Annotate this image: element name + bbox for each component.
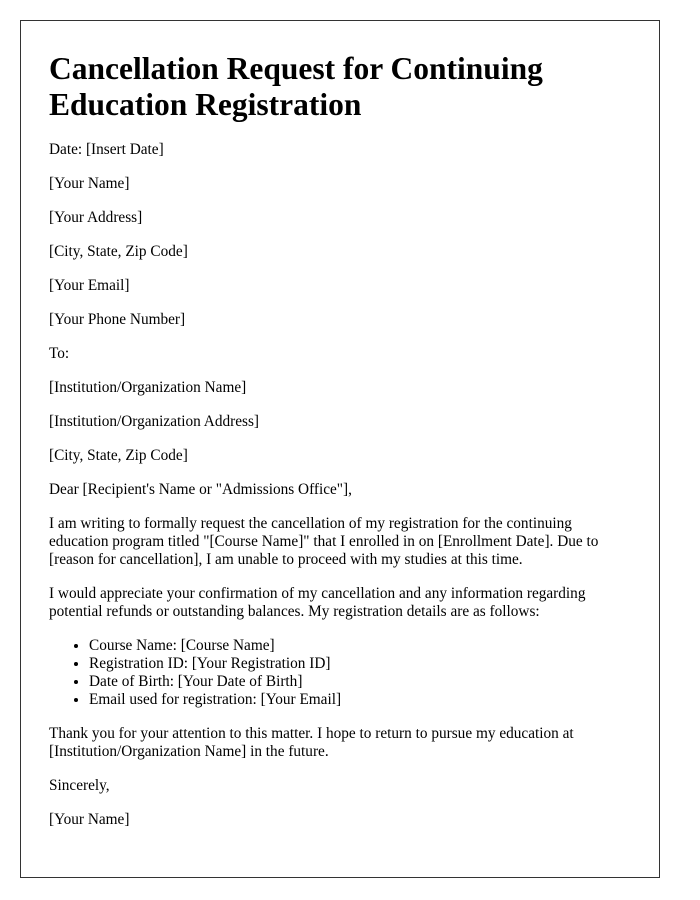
recipient-city-state-zip: [City, State, Zip Code] — [49, 447, 188, 464]
body-paragraph-2: I would appreciate your confirmation of my cancellation and any information regarding potential refunds or outstanding balances. My registration details are as follows: — [49, 585, 586, 620]
sender-address: [Your Address] — [49, 209, 143, 226]
recipient-name: [Institution/Organization Name] — [49, 379, 247, 396]
sign-off: Sincerely, — [49, 777, 110, 794]
sender-name: [Your Name] — [49, 175, 130, 192]
sender-city-state-zip: [City, State, Zip Code] — [49, 243, 188, 260]
to-label: To: — [49, 345, 70, 362]
detail-date-of-birth: • Date of Birth: [Your Date of Birth] — [89, 673, 631, 691]
detail-course-name: • Course Name: [Course Name] — [89, 637, 631, 655]
recipient-address: [Institution/Organization Address] — [49, 413, 260, 430]
sender-email: [Your Email] — [49, 277, 130, 294]
date-line: Date: [Insert Date] — [49, 141, 164, 158]
body-paragraph-1: I am writing to formally request the cancellation of my registration for the continuing education program titled "[Course Name]" that I enrolled in on [Enrollment Date]. Due to [reason for cancellation], I am unable to proceed with my studies at this time. — [49, 515, 599, 568]
closing-paragraph: Thank you for your attention to this matter. I hope to return to pursue my education at [Institution/Organization Name] in the future. — [49, 725, 574, 760]
letter-page — [20, 20, 660, 878]
registration-details-list — [49, 637, 631, 709]
signature-name: [Your Name] — [49, 811, 130, 828]
letter-title: Cancellation Request for Continuing Education Registration — [49, 51, 543, 122]
salutation: Dear [Recipient's Name or "Admissions Office"], — [49, 481, 352, 498]
detail-registration-id: • Registration ID: [Your Registration ID] — [89, 655, 631, 673]
detail-registration-email: • Email used for registration: [Your Email] — [89, 691, 631, 709]
sender-phone: [Your Phone Number] — [49, 311, 186, 328]
